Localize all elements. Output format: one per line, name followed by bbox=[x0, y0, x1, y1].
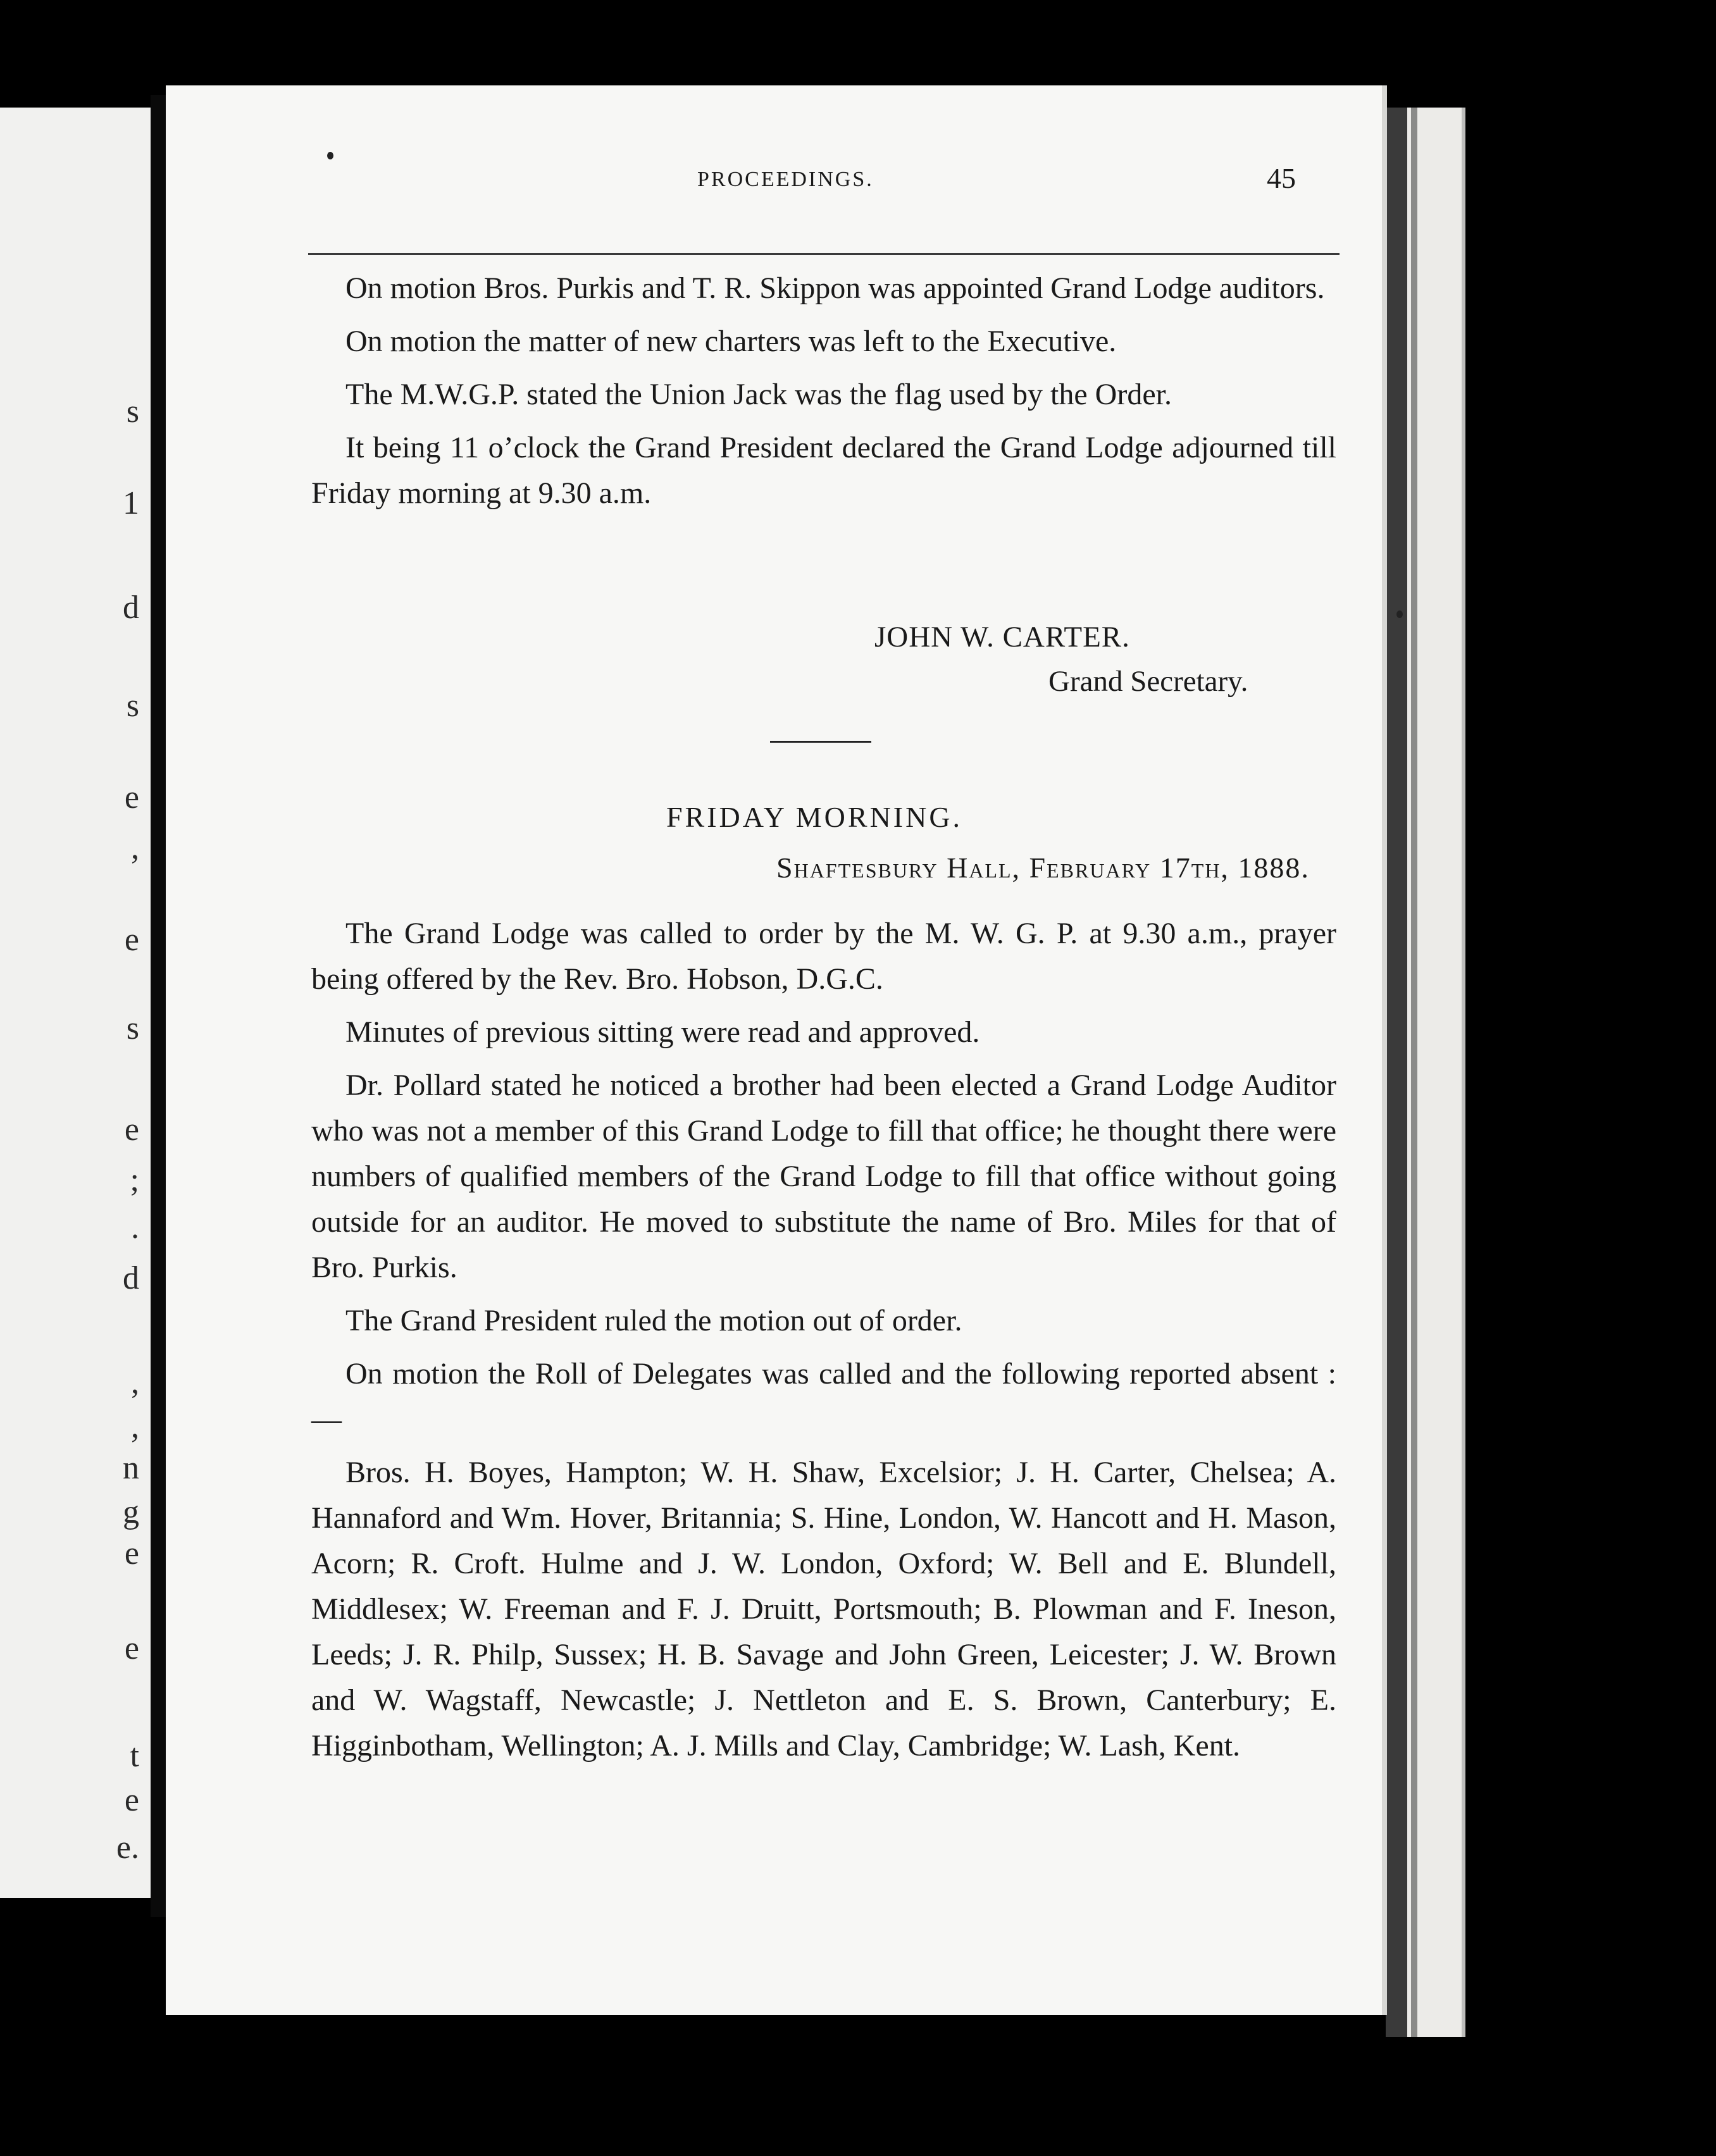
paragraph: The M.W.G.P. stated the Union Jack was the flag used by the Order. bbox=[345, 378, 1172, 411]
paragraph: It being 11 o’clock the Grand President declared the Grand Lodge adjourned till Friday morning at 9.30 a.m. bbox=[311, 431, 1336, 510]
paragraph: On motion the Roll of Delegates was called and the following reported absent :— bbox=[311, 1357, 1336, 1436]
header-rule bbox=[308, 253, 1340, 255]
left-page-fragment: e. bbox=[116, 1830, 139, 1866]
left-page-fragment: s bbox=[126, 688, 139, 724]
paragraph: Minutes of previous sitting were read and approved. bbox=[345, 1015, 980, 1049]
signature-name: JOHN W. CARTER. bbox=[874, 621, 1130, 654]
paragraph: On motion Bros. Purkis and T. R. Skippon was appointed Grand Lodge auditors. bbox=[345, 271, 1325, 305]
ink-speck bbox=[327, 152, 333, 159]
left-page-fragment: e bbox=[124, 1782, 139, 1818]
left-page-fragment: e bbox=[124, 1630, 139, 1666]
left-page-fragment: e bbox=[124, 779, 139, 815]
section-heading: FRIDAY MORNING. bbox=[666, 801, 963, 833]
running-title: PROCEEDINGS. bbox=[697, 168, 874, 191]
left-page-fragment: e bbox=[124, 922, 139, 958]
left-page-fragment: s bbox=[126, 1010, 139, 1046]
left-page-fragment: , bbox=[131, 1365, 139, 1401]
left-page-fragment: 1 bbox=[123, 485, 139, 521]
section-divider bbox=[770, 741, 871, 743]
book-page bbox=[166, 85, 1387, 2015]
page-number: 45 bbox=[1267, 162, 1296, 194]
left-page-fragment: . bbox=[131, 1210, 139, 1246]
thursday-session-text bbox=[311, 266, 1336, 524]
left-facing-page bbox=[0, 108, 151, 1898]
left-page-fragment: s bbox=[126, 393, 139, 430]
left-page-fragment: ; bbox=[130, 1162, 139, 1198]
paragraph: Bros. H. Boyes, Hampton; W. H. Shaw, Excelsior; J. H. Carter, Chelsea; A. Hannaford and Wm. Hover, Britannia; S. Hine, London, W. Hancott and H. Mason, Acorn; R. Croft. Hulme and J. W. London, Oxford; W. Bell and E. Blundell, Middlesex; W. Freeman and F. J. Druitt, Portsmouth; B. Plowman and F. Ineson, Leeds; J. R. Philp, Sussex; H. B. Savage and John Green, Leicester; J. W. Brown and W. Wagstaff, Newcastle; J. Nettleton and E. S. Brown, Canterbury; E. Higginbotham, Wellington; A. J. Mills and Clay, Cambridge; W. Lash, Kent. bbox=[311, 1456, 1336, 1763]
ink-speck bbox=[1396, 610, 1403, 618]
paragraph: Dr. Pollard stated he noticed a brother had been elected a Grand Lodge Auditor who was not a member of this Grand Lodge to fill that office; he thought there were numbers of qualified members of the Grand Lodge to fill that office without going outside for an auditor. He moved to substitute the name of Bro. Miles for that of Bro. Purkis. bbox=[311, 1069, 1336, 1284]
left-page-fragment: g bbox=[123, 1494, 139, 1530]
left-page-fragment: e bbox=[124, 1535, 139, 1571]
paragraph: The Grand President ruled the motion out of order. bbox=[345, 1304, 962, 1337]
left-page-fragment: , bbox=[131, 830, 139, 866]
left-page-fragment: e bbox=[124, 1112, 139, 1148]
paragraph: The Grand Lodge was called to order by the M. W. G. P. at 9.30 a.m., prayer being offered by the Rev. Bro. Hobson, D.G.C. bbox=[311, 917, 1336, 996]
page-edge-stack bbox=[1386, 108, 1465, 2037]
left-page-fragment: d bbox=[123, 590, 139, 626]
left-page-fragment: n bbox=[123, 1450, 139, 1486]
signature-title: Grand Secretary. bbox=[1048, 665, 1248, 698]
dateline: Shaftesbury Hall, February 17th, 1888. bbox=[776, 852, 1310, 884]
left-page-fragment: d bbox=[123, 1260, 139, 1296]
left-page-fragment: , bbox=[131, 1409, 139, 1445]
left-page-fragment: t bbox=[130, 1738, 139, 1774]
paragraph: On motion the matter of new charters was left to the Executive. bbox=[345, 325, 1117, 358]
friday-session-text bbox=[311, 911, 1336, 1776]
